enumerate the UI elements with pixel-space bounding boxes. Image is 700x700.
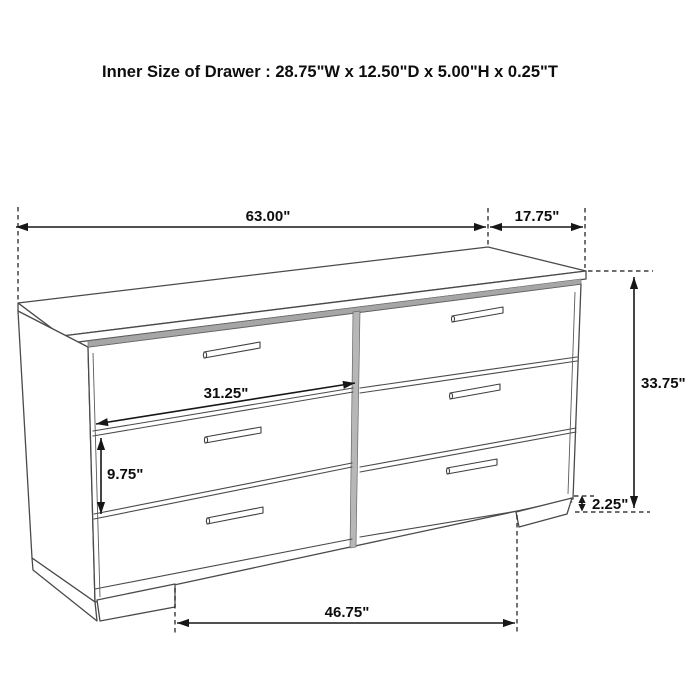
label-drawer-height: 9.75"	[107, 466, 144, 483]
dimension-line-base-height	[578, 496, 585, 512]
dresser-drawing	[18, 247, 586, 621]
label-overall-height: 33.75"	[641, 375, 686, 392]
dresser-left-side-panel	[18, 311, 95, 602]
label-top-width: 63.00"	[245, 208, 291, 225]
inner-drawer-size-label: Inner Size of Drawer : 28.75"W x 12.50"D x 5.00"H x 0.25"T	[102, 63, 558, 81]
label-base-height: 2.25"	[592, 496, 629, 513]
label-top-depth: 17.75"	[514, 208, 560, 225]
label-drawer-width: 31.25"	[203, 385, 249, 402]
label-base-width: 46.75"	[324, 604, 370, 621]
